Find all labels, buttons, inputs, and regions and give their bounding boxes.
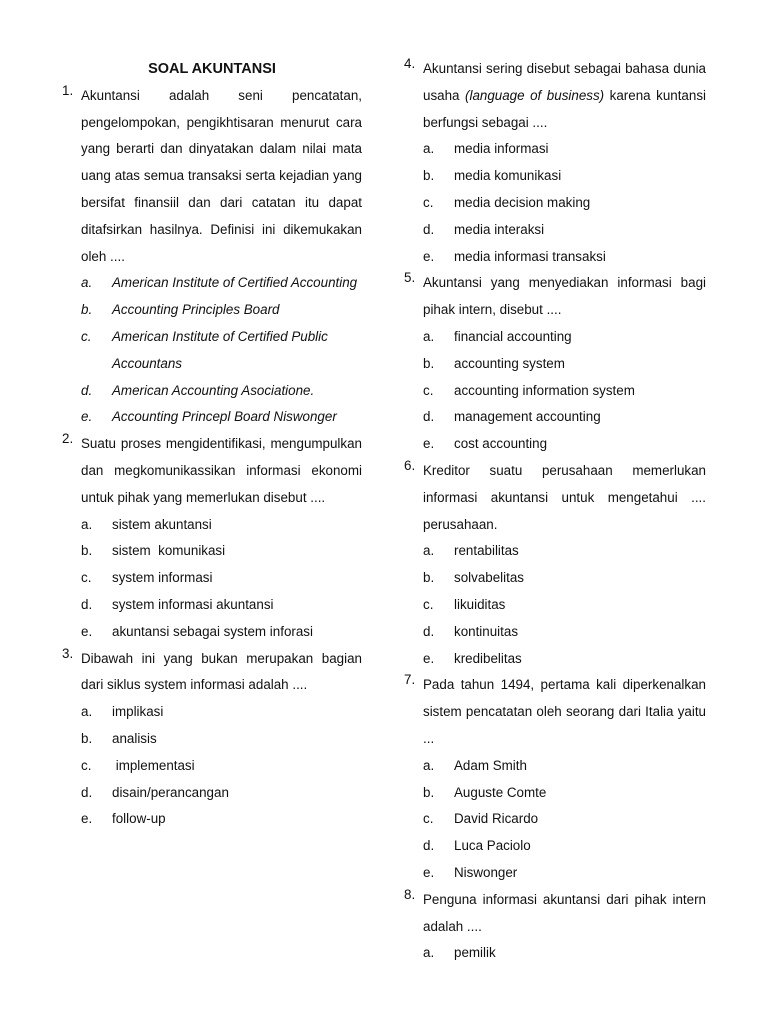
option-d: d. American Accounting Asociatione. <box>81 382 315 398</box>
option-e: e. kredibelitas <box>423 650 522 666</box>
question-4 <box>404 56 706 270</box>
option-c: c. system informasi <box>81 570 213 586</box>
right-column <box>404 56 706 967</box>
option-a: a. sistem akuntansi <box>81 516 212 532</box>
option-d: d. management accounting <box>423 409 601 425</box>
question-number: 3. <box>62 645 74 661</box>
question-number: 7. <box>404 672 416 688</box>
question-stem: Kreditor suatu perusahaan memerlukan informasi akuntansi untuk mengetahui .... perusahaan. <box>423 462 706 532</box>
question-stem: Pada tahun 1494, pertama kali diperkenalkan sistem pencatatan oleh seorang dari Italia yaitu ... <box>423 677 706 746</box>
option-c: c. David Ricardo <box>423 811 539 827</box>
option-e: e. follow-up <box>81 811 166 827</box>
page-title: SOAL AKUNTANSI <box>148 61 276 77</box>
option-a: a. implikasi <box>81 704 164 720</box>
option-a: a. Adam Smith <box>423 757 527 773</box>
option-b: b. accounting system <box>423 355 565 371</box>
question-number: 1. <box>62 82 74 98</box>
question-number: 5. <box>404 270 416 286</box>
option-b: b. Accounting Principles Board <box>81 302 280 318</box>
option-e: e. Accounting Princepl Board Niswonger <box>81 409 337 425</box>
question-7 <box>404 672 706 886</box>
option-e: e. akuntansi sebagai system inforasi <box>81 623 313 639</box>
option-d: d. Luca Paciolo <box>423 838 531 854</box>
option-b: b. Auguste Comte <box>423 784 547 800</box>
option-c: c. likuiditas <box>423 596 506 612</box>
option-a: a. American Institute of Certified Accounting <box>81 275 358 291</box>
question-5 <box>404 270 706 458</box>
option-b: b. solvabelitas <box>423 570 524 586</box>
question-stem: Dibawah ini yang bukan merupakan bagian dari siklus system informasi adalah .... <box>81 650 362 693</box>
question-stem: Suatu proses mengidentifikasi, mengumpulkan dan megkomunikassikan informasi ekonomi untuk pihak yang memerlukan disebut .... <box>81 436 362 505</box>
option-c: c. implementasi <box>81 757 195 773</box>
question-number: 2. <box>62 431 74 447</box>
option-a: a. media informasi <box>423 141 549 157</box>
option-b: b. sistem komunikasi <box>81 543 226 559</box>
left-column <box>62 56 362 833</box>
question-3 <box>62 646 362 834</box>
option-e: e. Niswonger <box>423 864 518 880</box>
stem-italic-phrase: (language of business) <box>465 87 605 103</box>
option-c: c. accounting information system <box>423 382 635 398</box>
option-d: d. kontinuitas <box>423 623 519 639</box>
option-a: a. pemilik <box>423 945 496 961</box>
option-a: a. financial accounting <box>423 328 572 344</box>
option-b: b. analisis <box>81 730 157 746</box>
option-e: e. cost accounting <box>423 436 548 452</box>
question-number: 6. <box>404 457 416 473</box>
question-number: 4. <box>404 56 416 71</box>
question-stem: Akuntansi sering disebut sebagai bahasa dunia usaha (language of business) karena kuntansi berfungsi sebagai .... <box>423 61 706 130</box>
question-1 <box>62 83 362 431</box>
option-b: b. media komunikasi <box>423 168 562 184</box>
question-stem: Penguna informasi akuntansi dari pihak intern adalah .... <box>423 891 706 934</box>
question-number: 8. <box>404 886 416 902</box>
option-a: a. rentabilitas <box>423 543 519 559</box>
question-8 <box>404 887 706 967</box>
option-d: d. system informasi akuntansi <box>81 596 274 612</box>
option-e: e. media informasi transaksi <box>423 248 606 264</box>
option-c: c. media decision making <box>423 194 591 210</box>
option-d: d. media interaksi <box>423 221 545 237</box>
question-stem: Akuntansi yang menyediakan informasi bagi pihak intern, disebut .... <box>423 275 706 318</box>
option-d: d. disain/perancangan <box>81 784 229 800</box>
question-6 <box>404 458 706 672</box>
option-c: c. American Institute of Certified Public Accountans <box>81 328 328 371</box>
question-2 <box>62 431 362 645</box>
question-stem: Akuntansi adalah seni pencatatan, pengelompokan, pengikhtisaran menurut cara yang berarti dan dinyatakan dalam nilai mata uang atas semua transaksi serta kejadian yang bersifat finansiil dan dari catatan itu dapat ditafsirkan hasilnya. Definisi ini dikemukakan oleh .... <box>81 87 362 264</box>
